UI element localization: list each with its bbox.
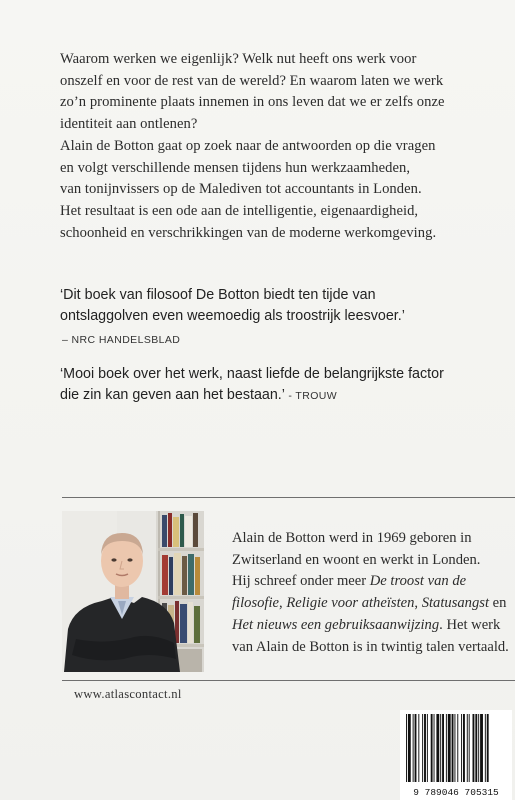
barcode-bar <box>473 714 475 782</box>
divider <box>62 497 515 498</box>
barcode-bar <box>469 714 470 782</box>
quote-text: ontslaggolven even weemoedig als troostrijk leesvoer.’ <box>60 307 405 324</box>
review-quote-trouw <box>60 364 510 406</box>
quote-text-with-source <box>60 385 510 407</box>
barcode-bar <box>406 714 407 782</box>
synopsis-line: van tonijnvissers op de Malediven tot accountants in Londen. <box>60 181 422 198</box>
barcode-bar <box>424 714 426 782</box>
quote-text: ‘Dit boek van filosoof De Botton biedt ten tijde van <box>60 287 376 303</box>
synopsis-line: schoonheid en verschrikkingen van de moderne werkomgeving. <box>60 224 437 241</box>
bio-text: , <box>279 595 287 612</box>
bio-line <box>232 593 515 615</box>
synopsis-line: Waarom werken we eigenlijk? Welk nut heeft ons werk voor <box>60 51 417 67</box>
bio-text: en <box>489 595 507 612</box>
publisher-website: www.atlascontact.nl <box>74 687 182 701</box>
barcode-bar <box>485 714 486 782</box>
review-quote-nrc <box>60 285 510 351</box>
book-title: De troost van de <box>369 573 467 590</box>
synopsis-line: Alain de Botton gaat op zoek naar de antwoorden op die vragen <box>60 137 436 154</box>
book-title: filosofie <box>232 595 280 612</box>
barcode-bar <box>434 714 435 782</box>
synopsis-line: en volgt verschillende mensen tijdens hun werkzaamheden, <box>60 159 411 176</box>
bio-line <box>232 571 515 593</box>
barcode-bar <box>452 714 454 782</box>
barcode-bar <box>413 714 414 782</box>
quote-source: - TROUW <box>288 389 338 402</box>
barcode-bar <box>408 714 411 782</box>
barcode-bar <box>463 714 465 782</box>
author-bio <box>232 528 515 658</box>
book-title: Statusangst <box>421 595 490 612</box>
barcode-bar <box>475 714 477 782</box>
barcode-bar <box>427 714 428 782</box>
synopsis-line: identiteit aan ontlenen? <box>60 116 198 133</box>
synopsis-line: Het resultaat is een ode aan de intelligentie, eigenaardigheid, <box>60 202 419 219</box>
isbn-number: 9 789046 705315 <box>413 787 499 798</box>
synopsis-line: onszelf en voor de rest van de wereld? En waarom laten we werk <box>60 72 444 89</box>
barcode-bar <box>442 714 444 782</box>
bio-line: Alain de Botton werd in 1969 geboren in <box>232 530 472 546</box>
author-photo <box>62 511 204 672</box>
bio-line: Zwitserland en woont en werkt in Londen. <box>232 551 481 568</box>
barcode-bar <box>448 714 451 782</box>
barcode-bar <box>431 714 433 782</box>
bio-line: van Alain de Botton is in twintig talen vertaald. <box>232 638 509 655</box>
quote-source: – NRC HANDELSBLAD <box>62 334 181 346</box>
barcode-bar <box>422 714 423 782</box>
bio-line <box>232 615 515 637</box>
book-title: Het nieuws een gebruiksaanwijzing <box>232 616 440 633</box>
quote-text: ‘Mooi boek over het werk, naast liefde de belangrijkste factor <box>60 366 444 382</box>
isbn-barcode <box>400 710 512 800</box>
divider <box>62 680 515 681</box>
barcode-bar <box>440 714 441 782</box>
barcode-bar <box>480 714 483 782</box>
bio-text: Hij schreef onder meer <box>232 573 370 590</box>
barcode-bar <box>487 714 489 782</box>
barcode-bars <box>400 710 512 784</box>
book-title: Religie voor atheïsten <box>286 595 415 612</box>
barcode-bar <box>461 714 462 782</box>
barcode-bar <box>418 714 419 782</box>
bio-text: . Het werk <box>439 616 501 633</box>
barcode-bar <box>415 714 417 782</box>
quote-text: die zin kan geven aan het bestaan.’ <box>60 386 285 403</box>
synopsis-line: zo’n prominente plaats innemen in ons leven dat we er zelfs onze <box>60 94 445 111</box>
barcode-bar <box>454 714 455 782</box>
bio-text: , <box>414 595 422 612</box>
barcode-bar <box>457 714 458 782</box>
barcode-bar <box>478 714 479 782</box>
barcode-bar <box>467 714 468 782</box>
synopsis <box>60 49 510 244</box>
barcode-bar <box>446 714 447 782</box>
barcode-bar <box>436 714 439 782</box>
